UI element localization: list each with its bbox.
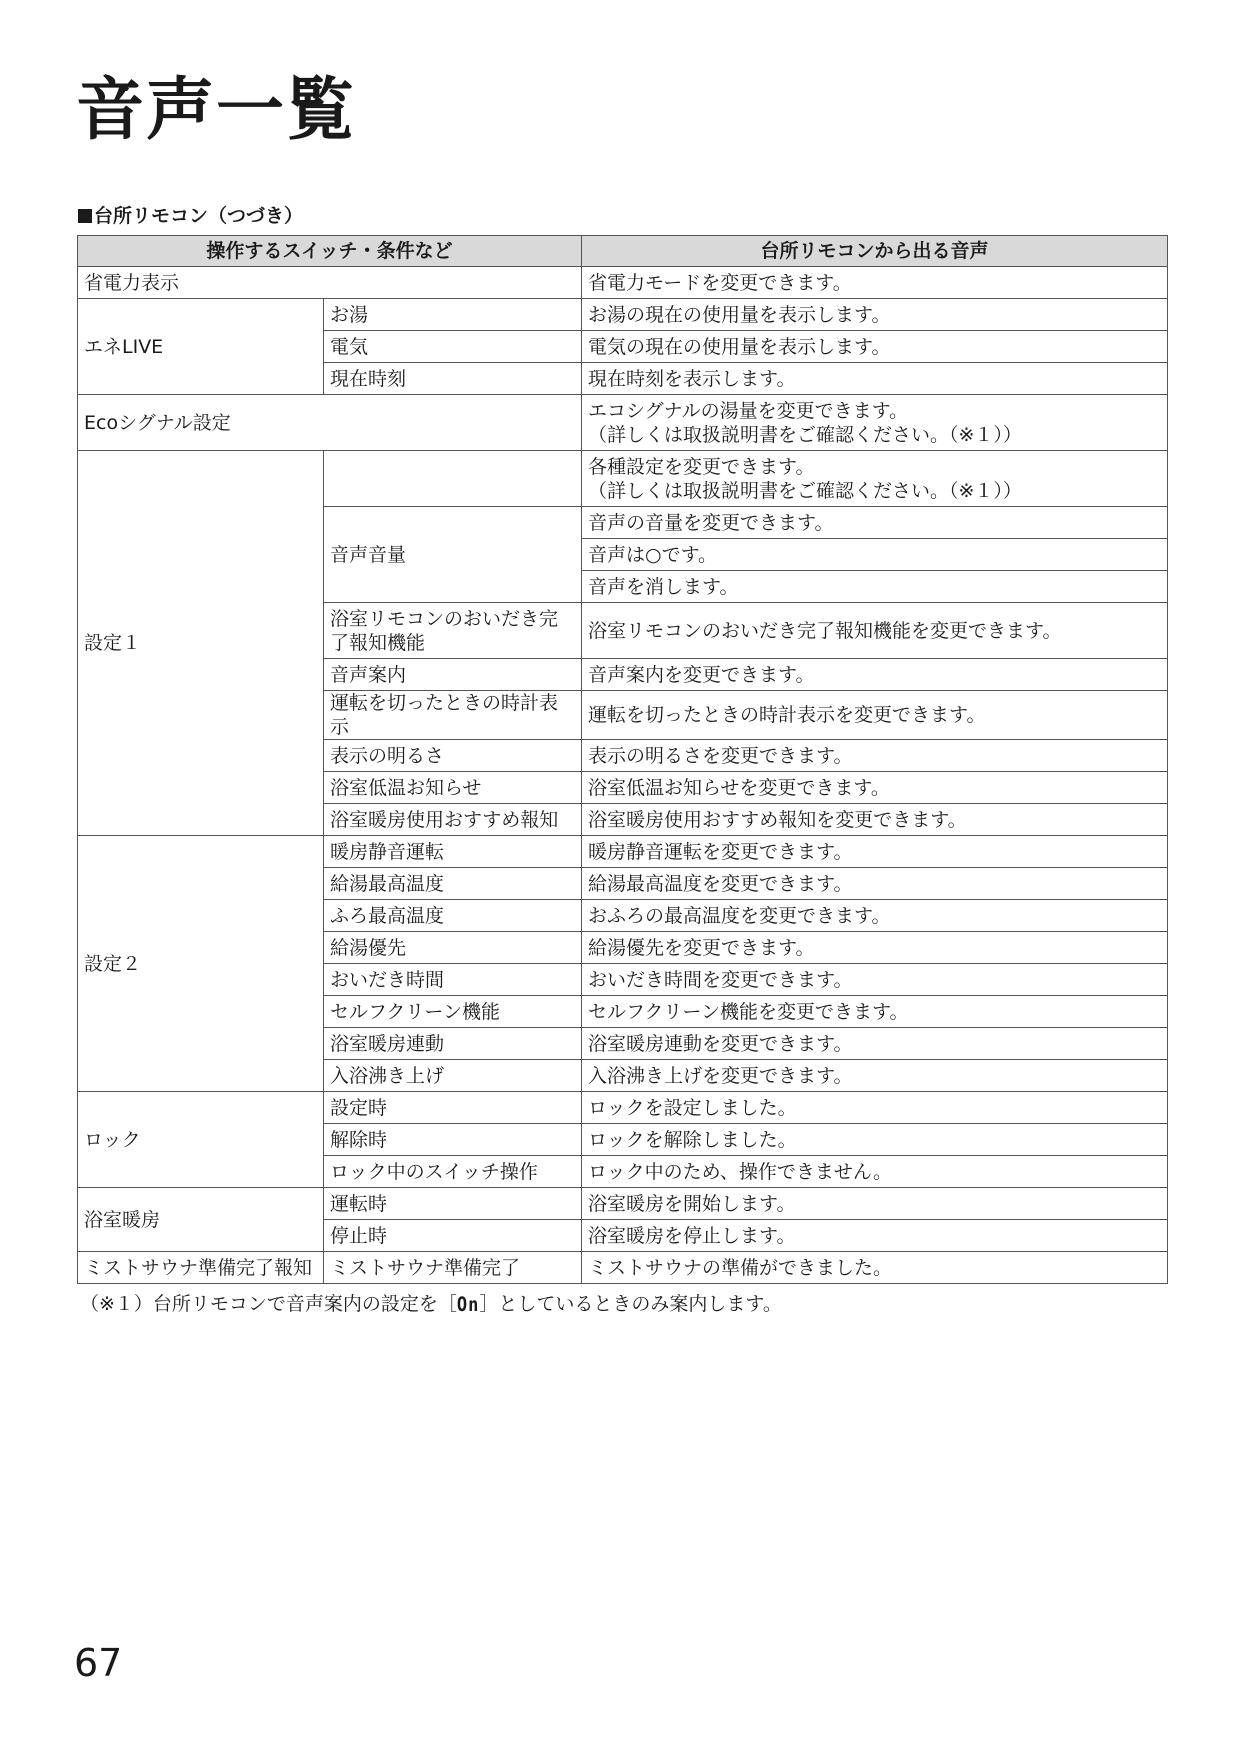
condition-cell: 電気	[324, 331, 582, 363]
voice-cell: お湯の現在の使用量を表示します。	[582, 299, 1168, 331]
voice-cell: セルフクリーン機能を変更できます。	[582, 996, 1168, 1028]
header-condition: 操作するスイッチ・条件など	[78, 236, 582, 267]
voice-line: 各種設定を変更できます。	[588, 455, 815, 478]
condition-cell: ふろ最高温度	[324, 900, 582, 932]
voice-line: （詳しくは取扱説明書をご確認ください。（※１））	[588, 423, 1022, 446]
condition-cell: ロック中のスイッチ操作	[324, 1156, 582, 1188]
page-title: 音声一覧	[76, 71, 357, 150]
table-row	[78, 1252, 1168, 1284]
condition-cell: 設定時	[324, 1092, 582, 1124]
condition-cell: 表示の明るさ	[324, 740, 582, 772]
voice-cell: 暖房静音運転を変更できます。	[582, 836, 1168, 868]
section-heading	[78, 201, 303, 228]
voice-cell: 音声の音量を変更できます。	[582, 507, 1168, 539]
table-row	[78, 299, 1168, 331]
table-row	[78, 836, 1168, 868]
condition-cell: 音声音量	[324, 507, 582, 603]
table-row	[78, 1092, 1168, 1124]
voice-line: エコシグナルの湯量を変更できます。	[588, 399, 909, 422]
voice-cell: ロックを解除しました。	[582, 1124, 1168, 1156]
condition-cell: 運転時	[324, 1188, 582, 1220]
voice-cell: 表示の明るさを変更できます。	[582, 740, 1168, 772]
category-cell: 省電力表示	[78, 267, 582, 299]
table-row	[78, 1188, 1168, 1220]
voice-cell: ロック中のため、操作できません。	[582, 1156, 1168, 1188]
section-heading-text: 台所リモコン（つづき）	[94, 205, 304, 227]
category-cell: Ecoシグナル設定	[78, 395, 582, 451]
voice-line: （詳しくは取扱説明書をご確認ください。（※１））	[588, 479, 1022, 502]
condition-cell: 浴室リモコンのおいだき完了報知機能	[324, 603, 582, 659]
voice-cell: 浴室低温お知らせを変更できます。	[582, 772, 1168, 804]
voice-cell: 浴室暖房を開始します。	[582, 1188, 1168, 1220]
condition-cell: おいだき時間	[324, 964, 582, 996]
condition-cell: 暖房静音運転	[324, 836, 582, 868]
condition-cell: セルフクリーン機能	[324, 996, 582, 1028]
voice-cell: ロックを設定しました。	[582, 1092, 1168, 1124]
category-cell: 設定１	[78, 451, 324, 836]
footnote-text-after: ］としているときのみ案内します。	[479, 1293, 782, 1315]
voice-cell: 浴室暖房を停止します。	[582, 1220, 1168, 1252]
condition-cell	[324, 451, 582, 507]
voice-cell: 給湯優先を変更できます。	[582, 932, 1168, 964]
footnote	[80, 1289, 782, 1316]
category-cell: 設定２	[78, 836, 324, 1092]
voice-cell: 入浴沸き上げを変更できます。	[582, 1060, 1168, 1092]
voice-cell: 音声を消します。	[582, 571, 1168, 603]
category-cell: ロック	[78, 1092, 324, 1188]
condition-cell: 解除時	[324, 1124, 582, 1156]
voice-cell: 省電力モードを変更できます。	[582, 267, 1168, 299]
voice-cell: 浴室リモコンのおいだき完了報知機能を変更できます。	[582, 603, 1168, 659]
condition-cell: 現在時刻	[324, 363, 582, 395]
condition-cell: 給湯優先	[324, 932, 582, 964]
condition-cell: 音声案内	[324, 659, 582, 691]
voice-cell: おふろの最高温度を変更できます。	[582, 900, 1168, 932]
table-header-row	[78, 236, 1168, 267]
condition-cell: 停止時	[324, 1220, 582, 1252]
category-cell: ミストサウナ準備完了報知	[78, 1252, 324, 1284]
condition-cell: 浴室低温お知らせ	[324, 772, 582, 804]
voice-list-table	[77, 235, 1168, 1284]
condition-cell: 入浴沸き上げ	[324, 1060, 582, 1092]
condition-cell: 運転を切ったときの時計表示	[324, 691, 582, 740]
voice-cell: 運転を切ったときの時計表示を変更できます。	[582, 691, 1168, 740]
condition-cell: 浴室暖房連動	[324, 1028, 582, 1060]
voice-cell: 音声は○です。	[582, 539, 1168, 571]
header-voice: 台所リモコンから出る音声	[582, 236, 1168, 267]
voice-cell: おいだき時間を変更できます。	[582, 964, 1168, 996]
voice-cell	[582, 395, 1168, 451]
condition-cell: お湯	[324, 299, 582, 331]
voice-cell: 音声案内を変更できます。	[582, 659, 1168, 691]
voice-cell: ミストサウナの準備ができました。	[582, 1252, 1168, 1284]
table-row	[78, 395, 1168, 451]
footnote-text-before: （※１）台所リモコンで音声案内の設定を［	[80, 1293, 457, 1315]
square-bullet-icon	[78, 209, 92, 223]
condition-cell: 給湯最高温度	[324, 868, 582, 900]
voice-cell: 現在時刻を表示します。	[582, 363, 1168, 395]
voice-cell: 浴室暖房連動を変更できます。	[582, 1028, 1168, 1060]
voice-cell	[582, 451, 1168, 507]
category-cell: 浴室暖房	[78, 1188, 324, 1252]
voice-cell: 給湯最高温度を変更できます。	[582, 868, 1168, 900]
on-display-icon: On	[456, 1293, 480, 1317]
condition-cell: ミストサウナ準備完了	[324, 1252, 582, 1284]
page-number: 67	[74, 1641, 123, 1685]
voice-cell: 浴室暖房使用おすすめ報知を変更できます。	[582, 804, 1168, 836]
table-row	[78, 451, 1168, 507]
condition-cell: 浴室暖房使用おすすめ報知	[324, 804, 582, 836]
voice-cell: 電気の現在の使用量を表示します。	[582, 331, 1168, 363]
table-row	[78, 267, 1168, 299]
category-cell: エネLIVE	[78, 299, 324, 395]
